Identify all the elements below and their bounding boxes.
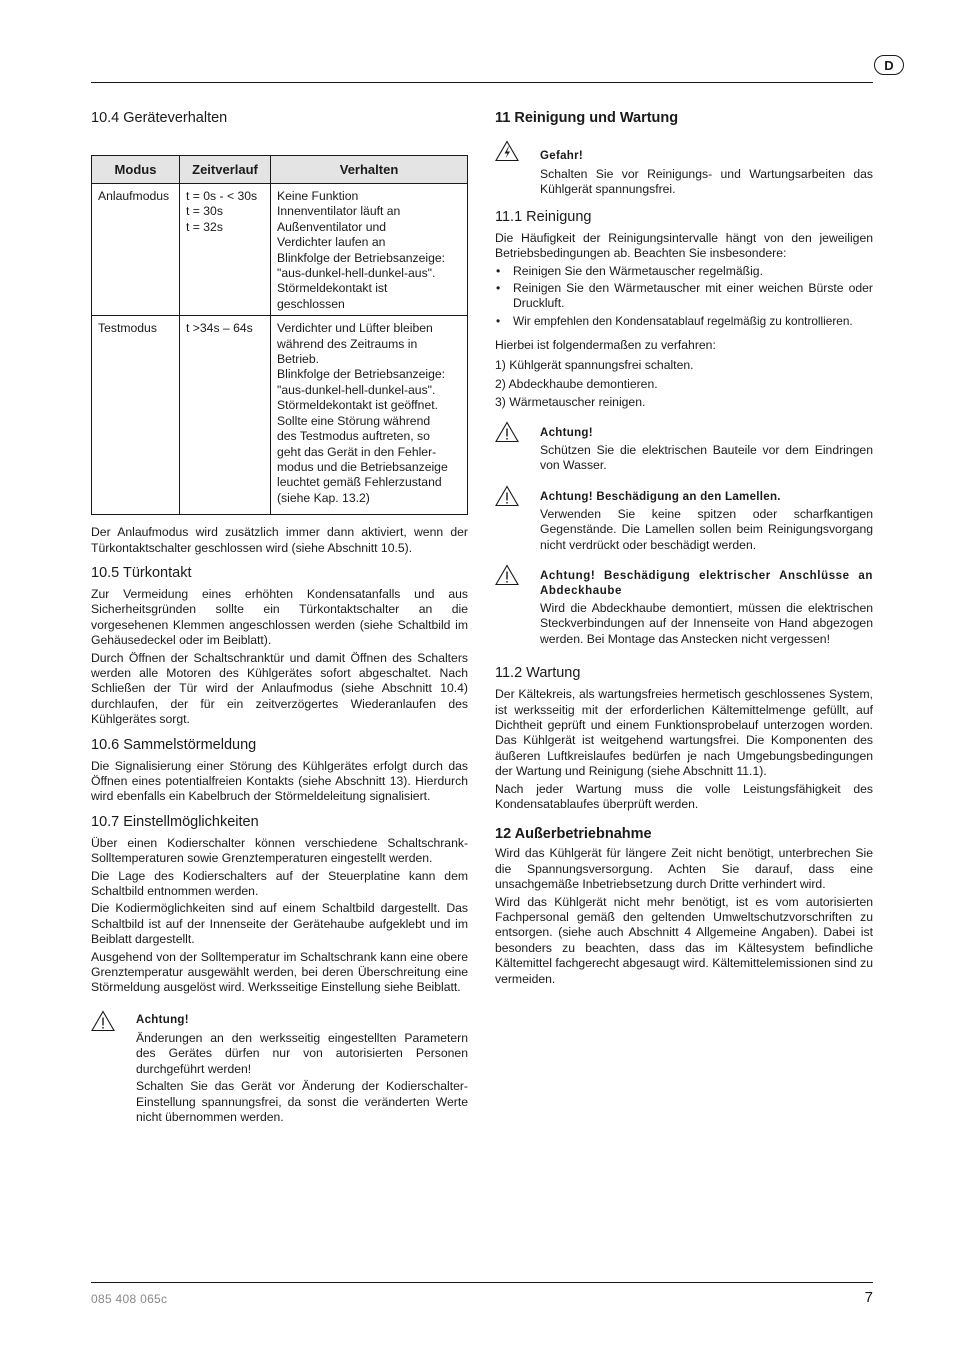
paragraph: Nach jeder Wartung muss die volle Leistungsfähigkeit des Kondensatablaufes überprüft werden. (495, 781, 873, 811)
list-item: 1) Kühlgerät spannungsfrei schalten. (495, 357, 694, 372)
table-row (92, 316, 468, 515)
cell-line: geschlossen (277, 296, 345, 311)
danger-title: Gefahr! (540, 150, 583, 162)
cell-line: modus und die Betriebsanzeige (277, 459, 448, 474)
paragraph: Die Signalisierung einer Störung des Kühlgerätes erfolgt durch das Öffnen eines potentialfreien Kontakts (siehe Abschnitt 13). Hierdurch wird ebenfalls ein Kabelbruch der Störmeldeleitung signalisiert. (91, 758, 468, 804)
paragraph: Wird das Kühlgerät für längere Zeit nicht benötigt, unterbrechen Sie die Spannungsversorgung. Achten Sie darauf, dass eine unsachgemäße Inbetriebsetzung durch Dritte verhindert wird. (495, 846, 873, 892)
warning-title: Achtung! (136, 1013, 189, 1026)
cell-line: Verdichter laufen an (277, 235, 386, 250)
cell-line: Blinkfolge der Betriebsanzeige: (277, 367, 446, 382)
section-10-5-title: 10.5 Türkontakt (91, 564, 192, 581)
paragraph: Ausgehend von der Solltemperatur im Schaltschrank kann eine obere Grenztemperatur ausgewählt werden, bei deren Überschreitung eine Störmeldung ausgelöst wird. Werksseitige Einstellung siehe Beiblatt. (91, 949, 468, 995)
col-header-zeitverlauf: Zeitverlauf (180, 156, 271, 184)
warning-text: Verwenden Sie keine spitzen oder scharfkantigen Gegenstände. Die Lamellen sollen beim Reinigungsvorgang nicht verdrückt oder beschädigt werden. (540, 506, 873, 552)
cell-modus: Testmodus (92, 316, 180, 515)
list-item: • Reinigen Sie den Wärmetauscher mit einer weichen Bürste oder Druckluft. (495, 281, 873, 312)
paragraph: Hierbei ist folgendermaßen zu verfahren: (495, 338, 716, 353)
cell-line: während des Zeitraums in (277, 336, 418, 351)
section-12-title: 12 Außerbetriebnahme (495, 826, 652, 843)
cell-verhalten (271, 184, 468, 316)
cell-line: "aus-dunkel-hell-dunkel-aus". (277, 382, 436, 397)
cell-line: "aus-dunkel-hell-dunkel-aus". (277, 266, 436, 281)
warning-title: Achtung! Beschädigung elektrischer Anschlüsse an Abdeckhaube (540, 569, 873, 597)
warning-title: Achtung! (540, 426, 593, 439)
list-item: 3) Wärmetauscher reinigen. (495, 395, 646, 410)
electrical-hazard-icon (495, 140, 519, 162)
list-item: 2) Abdeckhaube demontieren. (495, 376, 658, 391)
cell-line: Störmeldekontakt ist (277, 281, 388, 296)
cell-line: Betrieb. (277, 352, 320, 367)
cell-zeit (180, 184, 271, 316)
mode-table (91, 155, 468, 515)
paragraph: Durch Öffnen der Schaltschranktür und damit Öffnen des Schalters werden alle Motoren des Kühlgerätes sofort abgeschaltet. Nach Schließen der Tür wird der Anlaufmodus (siehe Abschnitt 10.4) durchlaufen, der für ein zeitverzögertes Wiederanlaufen des Kühlgerätes sorgt. (91, 650, 468, 727)
section-10-7-title: 10.7 Einstellmöglichkeiten (91, 813, 259, 830)
warning-triangle-icon (495, 485, 519, 507)
paragraph: Die Lage des Kodierschalters auf der Steuerplatine kann dem Schaltbild entnommen werden. (91, 868, 468, 899)
list-item: • Reinigen Sie den Wärmetauscher regelmäßig. (495, 264, 873, 279)
warning-box (495, 421, 873, 474)
cell-line: geht das Gerät in den Fehler- (277, 444, 437, 459)
header-rule (91, 82, 873, 83)
warning-text: Änderungen an den werksseitig eingestellten Parametern des Gerätes dürfen nur von autorisierten Personen durchgeführt werden! (136, 1030, 468, 1076)
cell-line: (siehe Kap. 13.2) (277, 490, 370, 505)
col-header-modus: Modus (92, 156, 180, 184)
warning-triangle-icon (91, 1010, 115, 1032)
steps-list (495, 358, 873, 411)
cell-modus: Anlaufmodus (92, 184, 180, 316)
warning-title: Achtung! Beschädigung an den Lamellen. (540, 490, 781, 503)
cell-line: t >34s – 64s (186, 321, 253, 336)
section-11-1-title: 11.1 Reinigung (495, 208, 592, 225)
right-column (495, 110, 873, 987)
warning-box (91, 1010, 468, 1125)
warning-triangle-icon (495, 564, 519, 586)
table-header-row (92, 156, 468, 184)
cell-line: t = 0s - < 30s (186, 189, 258, 203)
cell-line: leuchtet gemäß Fehlerzustand (277, 475, 442, 490)
list-item: • Wir empfehlen den Kondensatablauf regelmäßig zu kontrollieren. (495, 314, 873, 329)
table-row (92, 184, 468, 316)
warning-box (495, 564, 873, 647)
cell-line: des Testmodus auftreten, so (277, 429, 430, 444)
section-11-2-title: 11.2 Wartung (495, 665, 581, 682)
warning-text: Wird die Abdeckhaube demontiert, müssen die elektrischen Steckverbindungen auf der Innenseite von Hand abgezogen werden. Bei Montage das Anstecken nicht vergessen! (540, 600, 873, 646)
warning-box (495, 485, 873, 553)
cell-line: Keine Funktion (277, 189, 359, 203)
paragraph: Wird das Kühlgerät nicht mehr benötigt, ist es vom autorisierten Fachpersonal gemäß den geltenden Umweltschutzvorschriften zu entsorgen. (siehe auch Abschnitt 4 Allgemeine Angaben). Dabei ist besonders zu beachten, dass das im Kältesystem befindliche Kältemittel fachgerecht abgesaugt wird. Kältemittelemissionen sind zu vermeiden. (495, 894, 873, 986)
cell-verhalten (271, 316, 468, 515)
section-10-6-title: 10.6 Sammelstörmeldung (91, 736, 257, 753)
paragraph: Die Kodiermöglichkeiten sind auf einem Schaltbild dargestellt. Das Schaltbild ist auf der Innenseite der Gerätehaube aufgeklebt und im Beiblatt dargestellt. (91, 901, 468, 947)
cell-line: t = 30s (186, 204, 223, 219)
section-10-4-title: 10.4 Geräteverhalten (91, 110, 228, 126)
cell-zeit (180, 316, 271, 515)
danger-box (495, 140, 873, 198)
warning-text: Schützen Sie die elektrischen Bauteile vor dem Eindringen von Wasser. (540, 442, 873, 473)
document-code: 085 408 065c (91, 1292, 168, 1306)
cell-line: Verdichter und Lüfter bleiben (277, 321, 433, 336)
cell-line: Sollte eine Störung während (277, 413, 431, 428)
section-11-title: 11 Reinigung und Wartung (495, 110, 679, 126)
table-note: Der Anlaufmodus wird zusätzlich immer dann aktiviert, wenn der Türkontaktschalter geschlossen wird (siehe Abschnitt 10.5). (91, 525, 468, 555)
cell-line: Störmeldekontakt ist geöffnet. (277, 398, 439, 413)
left-column (91, 110, 468, 1125)
cell-line: t = 32s (186, 219, 223, 234)
cell-line: Blinkfolge der Betriebsanzeige: (277, 250, 446, 265)
paragraph: Der Kältekreis, als wartungsfreies hermetisch geschlossenes System, ist werksseitig mit der erforderlichen Kältemittelmenge gefüllt, auf Dichtheit geprüft und einem Funktionsprobelauf unterzogen worden. Das Kühlgerät ist weitgehend wartungsfrei. Die Komponenten des äußeren Luftkreislaufes bedürfen je nach Umgebungsbedingungen der Wartung und Reinigung (siehe Abschnitt 11.1). (495, 687, 873, 779)
paragraph: Über einen Kodierschalter können verschiedene Schaltschrank-Solltemperaturen sowie Grenztemperaturen eingestellt werden. (91, 835, 468, 866)
warning-text: Schalten Sie das Gerät vor Änderung der Kodierschalter-Einstellung spannungsfrei, da sonst die veränderten Werte nicht übernommen werden. (136, 1079, 468, 1124)
paragraph: Die Häufigkeit der Reinigungsintervalle hängt von den jeweiligen Betriebsbedingungen ab. Beachten Sie insbesondere: (495, 230, 873, 261)
warning-triangle-icon (495, 421, 519, 443)
language-badge: D (874, 55, 904, 75)
danger-text: Schalten Sie vor Reinigungs- und Wartungsarbeiten das Kühlgerät spannungsfrei. (540, 167, 873, 197)
paragraph: Zur Vermeidung eines erhöhten Kondensatanfalls und aus Sicherheitsgründen sollte ein Türkontaktschalter an die vorgesehenen Klemmen angeschlossen werden (siehe Schaltbild im Gehäusedeckel oder im Beiblatt). (91, 586, 468, 648)
cell-line: Innenventilator läuft an (277, 204, 401, 219)
footer-rule (91, 1282, 873, 1283)
col-header-verhalten: Verhalten (271, 156, 468, 184)
cell-line: Außenventilator und (277, 219, 387, 234)
bullet-list (495, 264, 873, 330)
page-number: 7 (864, 1289, 873, 1306)
